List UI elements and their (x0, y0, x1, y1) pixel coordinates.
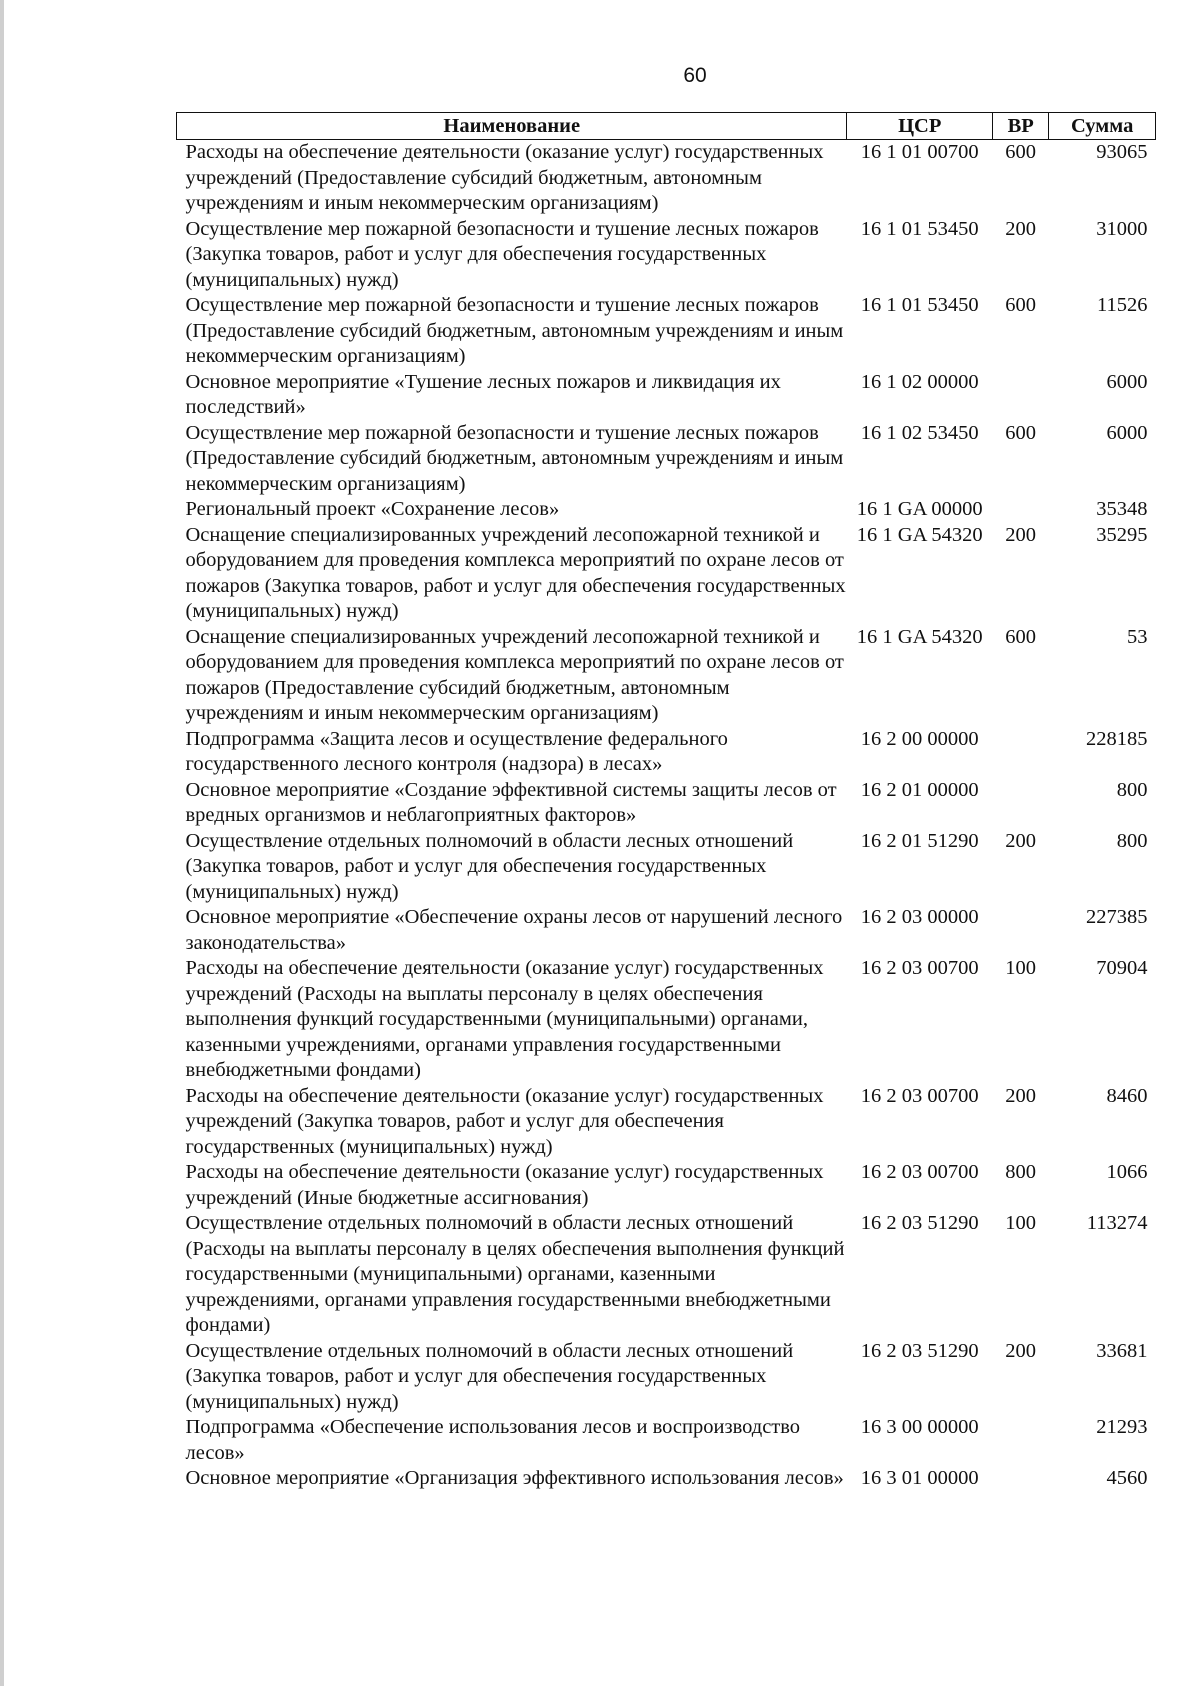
row-vr (992, 1466, 1048, 1492)
row-vr: 600 (1005, 421, 1037, 444)
row-csr: 16 2 03 00700 (860, 1084, 979, 1107)
row-name: Расходы на обеспечение деятельности (оказание услуг) государственных учреждений (Расходы на выплаты персоналу в целях обеспечения выполнения функций государственными (муниципальными) органами, казенными учреждениями, органами управления государственными внебюджетными фондами) (185, 957, 824, 1081)
table-row (177, 1339, 1156, 1416)
row-sum: 4560 (1106, 1467, 1148, 1489)
table-row (177, 829, 1156, 906)
row-sum: 1066 (1106, 1161, 1148, 1183)
row-sum: 800 (1116, 829, 1148, 852)
table-row (177, 140, 1156, 217)
row-vr: 200 (1005, 1339, 1037, 1362)
row-sum: 53 (1127, 625, 1148, 648)
row-name: Расходы на обеспечение деятельности (оказание услуг) государственных учреждений (Предоставление субсидий бюджетным, автономным учреждениям и иным некоммерческим организациям) (185, 141, 824, 214)
table-row (177, 905, 1156, 956)
table-row (177, 293, 1156, 370)
header-vr: ВР (992, 113, 1048, 140)
row-csr: 16 3 01 00000 (860, 1467, 979, 1489)
table-row (177, 727, 1156, 778)
row-vr: 600 (1005, 294, 1037, 316)
row-csr: 16 1 GA 54320 (856, 625, 983, 648)
table-row (177, 217, 1156, 294)
table-row (177, 1084, 1156, 1161)
row-name: Региональный проект «Сохранение лесов» (185, 498, 560, 520)
row-name: Основное мероприятие «Создание эффективной системы защиты лесов от вредных организмов и неблагоприятных факторов» (185, 778, 837, 826)
table-row (177, 497, 1156, 523)
row-sum: 11526 (1097, 294, 1148, 316)
table-header (177, 113, 1156, 140)
header-name: Наименование (177, 113, 847, 140)
row-name: Подпрограмма «Обеспечение использования лесов и воспроизводство лесов» (185, 1416, 801, 1464)
table-row (177, 625, 1156, 727)
row-sum: 8460 (1106, 1084, 1148, 1107)
header-csr: ЦСР (847, 113, 993, 140)
row-csr: 16 2 01 00000 (860, 778, 979, 801)
table-row (177, 1466, 1156, 1492)
row-sum: 228185 (1086, 727, 1148, 750)
row-vr (992, 1415, 1048, 1466)
row-csr: 16 3 00 00000 (860, 1416, 979, 1438)
row-name: Осуществление отдельных полномочий в области лесных отношений (Закупка товаров, работ и услуг для обеспечения государственных (муниципальных) нужд) (185, 1339, 794, 1413)
row-csr: 16 1 01 53450 (860, 294, 979, 316)
row-name: Оснащение специализированных учреждений лесопожарной техникой и оборудованием для проведения комплекса мероприятий по охране лесов от пожаров (Предоставление субсидий бюджетным, автономным учреждениям и иным некоммерческим организациям) (185, 625, 844, 724)
row-vr: 600 (1005, 625, 1037, 648)
row-csr: 16 1 02 53450 (860, 421, 979, 444)
row-vr (992, 905, 1048, 956)
row-csr: 16 1 02 00000 (860, 370, 979, 393)
row-vr: 200 (1005, 523, 1037, 546)
row-csr: 16 2 03 00700 (860, 957, 979, 979)
row-sum: 35295 (1096, 523, 1148, 546)
row-sum: 21293 (1096, 1416, 1148, 1438)
row-name: Основное мероприятие «Тушение лесных пожаров и ликвидация их последствий» (185, 370, 781, 418)
row-vr: 200 (1005, 1084, 1037, 1107)
table-row (177, 956, 1156, 1084)
row-name: Осуществление мер пожарной безопасности и тушение лесных пожаров (Предоставление субсидий бюджетным, автономным учреждениям и иным некоммерческим организациям) (185, 294, 844, 367)
row-name: Расходы на обеспечение деятельности (оказание услуг) государственных учреждений (Закупка товаров, работ и услуг для обеспечения государственных (муниципальных) нужд) (185, 1084, 824, 1158)
table-row (177, 421, 1156, 498)
table-row (177, 1415, 1156, 1466)
row-sum: 33681 (1096, 1339, 1148, 1362)
table-row (177, 778, 1156, 829)
row-csr: 16 2 01 51290 (860, 829, 979, 852)
row-vr: 600 (1005, 141, 1037, 163)
header-row (177, 113, 1156, 140)
row-sum: 6000 (1106, 421, 1148, 444)
row-csr: 16 1 01 00700 (860, 141, 979, 163)
row-vr: 100 (1005, 957, 1037, 979)
row-name: Оснащение специализированных учреждений лесопожарной техникой и оборудованием для проведения комплекса мероприятий по охране лесов от пожаров (Закупка товаров, работ и услуг для обеспечения государственных (муниципальных) нужд) (185, 523, 846, 622)
row-sum: 113274 (1086, 1212, 1148, 1234)
table-row (177, 523, 1156, 625)
row-sum: 227385 (1086, 906, 1148, 928)
row-csr: 16 2 03 00700 (860, 1161, 979, 1183)
row-sum: 6000 (1106, 370, 1148, 393)
row-csr: 16 2 03 00000 (860, 906, 979, 928)
row-sum: 800 (1116, 778, 1148, 801)
row-csr: 16 2 03 51290 (860, 1212, 979, 1234)
row-vr: 100 (1005, 1212, 1037, 1234)
table-row (177, 1160, 1156, 1211)
budget-table (176, 112, 1156, 1492)
scan-edge (0, 0, 4, 1686)
row-sum: 31000 (1096, 217, 1148, 240)
row-csr: 16 2 03 51290 (860, 1339, 979, 1362)
header-sum: Сумма (1049, 113, 1156, 140)
row-name: Подпрограмма «Защита лесов и осуществление федерального государственного лесного контроля (надзора) в лесах» (185, 727, 728, 775)
row-csr: 16 2 00 00000 (860, 727, 979, 750)
row-vr: 200 (1005, 217, 1037, 240)
row-vr (992, 497, 1048, 523)
row-name: Основное мероприятие «Обеспечение охраны лесов от нарушений лесного законодательства» (185, 906, 843, 954)
row-name: Осуществление мер пожарной безопасности и тушение лесных пожаров (Предоставление субсидий бюджетным, автономным учреждениям и иным некоммерческим организациям) (185, 421, 844, 495)
table-row (177, 370, 1156, 421)
row-name: Основное мероприятие «Организация эффективного использования лесов» (185, 1467, 844, 1489)
row-vr (992, 727, 1048, 778)
row-csr: 16 1 GA 54320 (856, 523, 983, 546)
row-csr: 16 1 01 53450 (860, 217, 979, 240)
table-row (177, 1211, 1156, 1339)
row-vr: 800 (1005, 1161, 1037, 1183)
row-sum: 93065 (1096, 141, 1148, 163)
row-name: Осуществление мер пожарной безопасности и тушение лесных пожаров (Закупка товаров, работ и услуг для обеспечения государственных (муниципальных) нужд) (185, 217, 819, 291)
row-vr (992, 778, 1048, 829)
row-csr: 16 1 GA 00000 (856, 498, 983, 520)
page-number: 60 (683, 64, 707, 87)
row-name: Осуществление отдельных полномочий в области лесных отношений (Расходы на выплаты персоналу в целях обеспечения выполнения функций государственными (муниципальными) органами, казенными учреждениями, органами управления государственными внебюджетными фондами) (185, 1212, 845, 1336)
row-name: Расходы на обеспечение деятельности (оказание услуг) государственных учреждений (Иные бюджетные ассигнования) (185, 1161, 824, 1209)
row-vr: 200 (1005, 829, 1037, 852)
row-sum: 35348 (1096, 498, 1148, 520)
row-sum: 70904 (1096, 957, 1148, 979)
row-vr (992, 370, 1048, 421)
table-body (177, 140, 1156, 1492)
row-name: Осуществление отдельных полномочий в области лесных отношений (Закупка товаров, работ и услуг для обеспечения государственных (муниципальных) нужд) (185, 829, 794, 903)
